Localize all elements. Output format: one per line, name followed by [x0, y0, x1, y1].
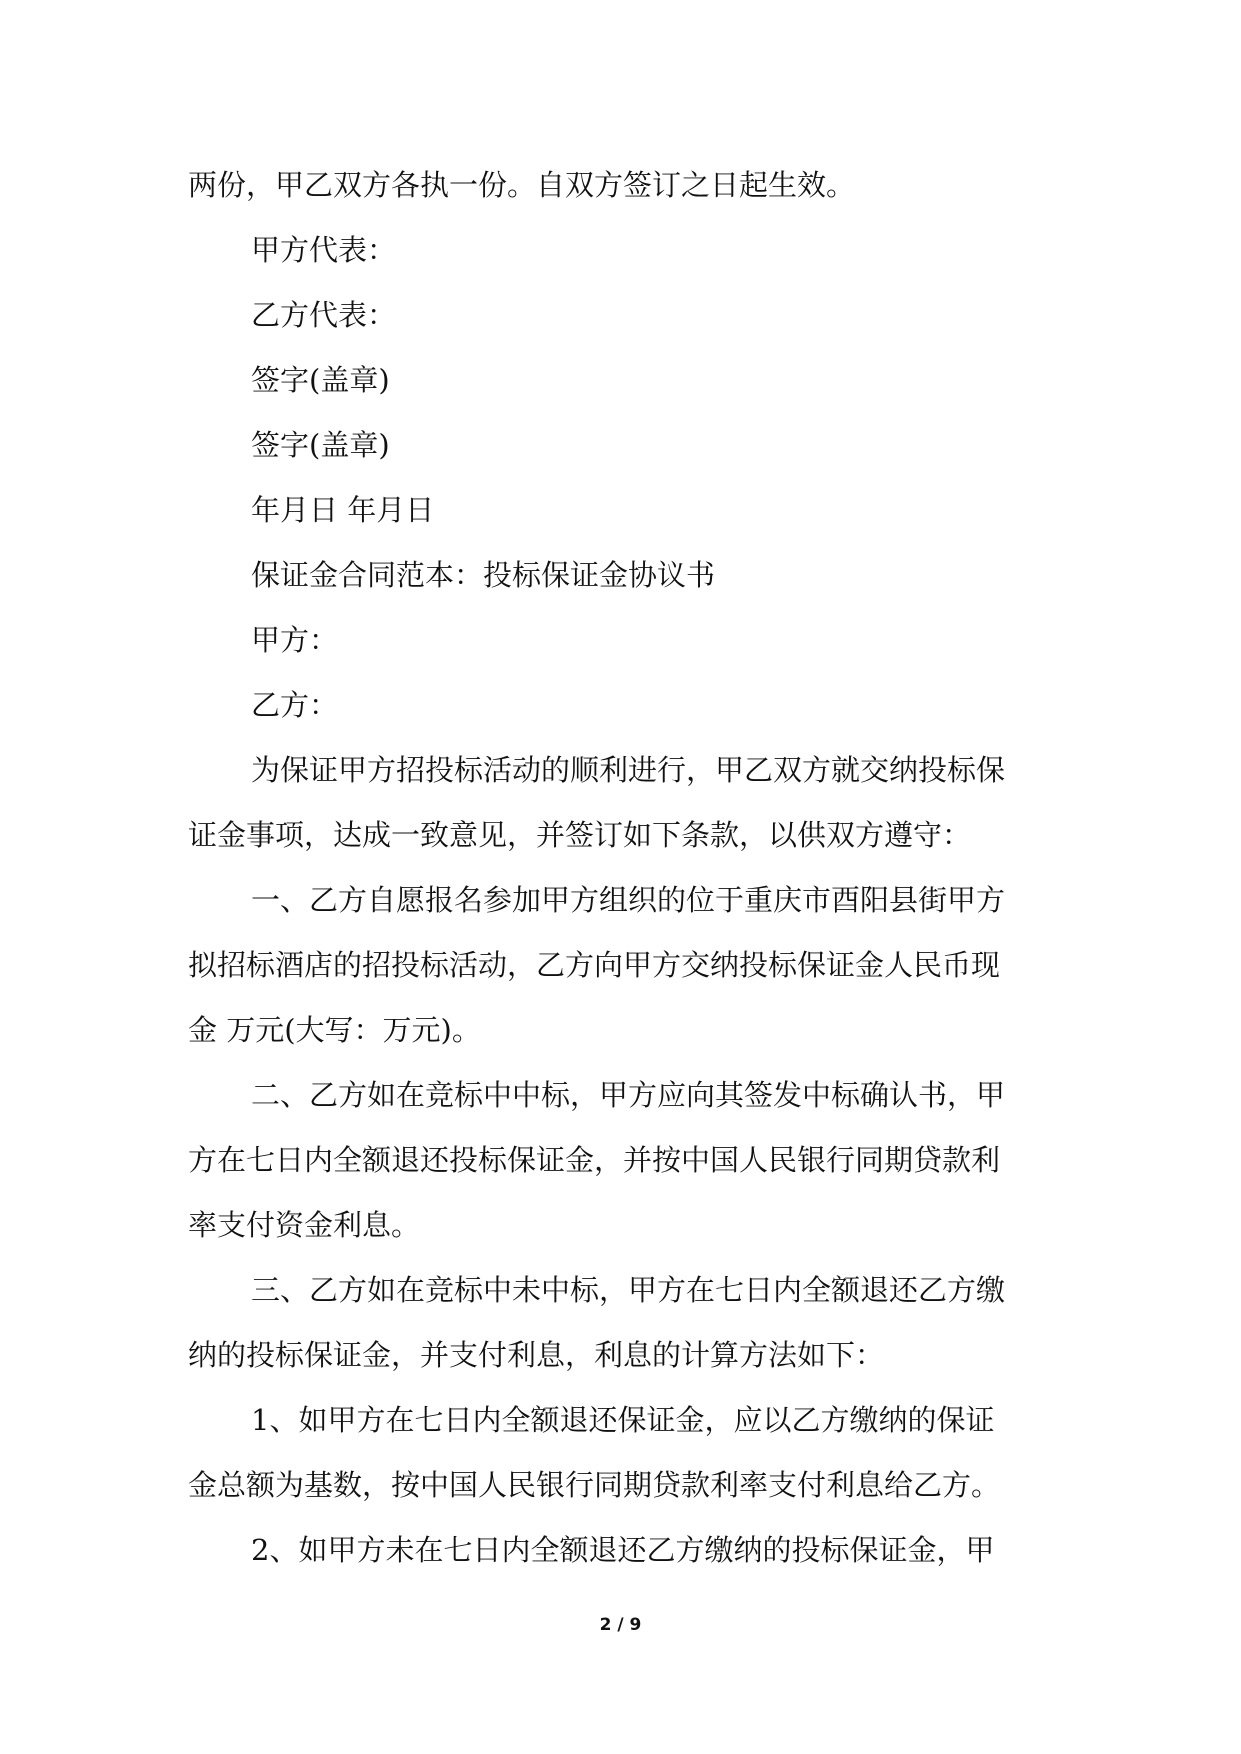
text-line: 1、如甲方在七日内全额退还保证金，应以乙方缴纳的保证	[251, 1403, 995, 1437]
text-line: 金 万元(大写：万元)。	[188, 1013, 481, 1047]
text-line: 率支付资金利息。	[188, 1208, 421, 1242]
text-line: 二、乙方如在竞标中中标，甲方应向其签发中标确认书，甲	[251, 1078, 1006, 1112]
text-line: 年月日 年月日	[251, 493, 435, 527]
text-line: 拟招标酒店的招投标活动，乙方向甲方交纳投标保证金人民币现	[188, 948, 1001, 982]
text-line: 签字(盖章)	[251, 428, 390, 462]
text-line: 一、乙方自愿报名参加甲方组织的位于重庆市酉阳县街甲方	[251, 883, 1006, 917]
text-line: 2、如甲方未在七日内全额退还乙方缴纳的投标保证金，甲	[251, 1533, 995, 1567]
text-line: 三、乙方如在竞标中未中标，甲方在七日内全额退还乙方缴	[251, 1273, 1006, 1307]
text-line: 签字(盖章)	[251, 363, 390, 397]
text-line: 甲方代表：	[251, 233, 397, 267]
page-number: 2 / 9	[599, 1615, 642, 1635]
text-line: 金总额为基数，按中国人民银行同期贷款利率支付利息给乙方。	[188, 1468, 1001, 1502]
text-line: 方在七日内全额退还投标保证金，并按中国人民银行同期贷款利	[188, 1143, 1001, 1177]
text-line: 甲方：	[251, 623, 339, 657]
text-line: 两份，甲乙双方各执一份。自双方签订之日起生效。	[188, 168, 856, 202]
document-body	[188, 153, 1063, 1583]
text-line: 乙方：	[251, 688, 339, 722]
text-line: 乙方代表：	[251, 298, 397, 332]
text-line: 证金事项，达成一致意见，并签订如下条款，以供双方遵守：	[188, 818, 972, 852]
text-line: 纳的投标保证金，并支付利息，利息的计算方法如下：	[188, 1338, 885, 1372]
text-line: 保证金合同范本：投标保证金协议书	[251, 558, 716, 592]
text-line: 为保证甲方招投标活动的顺利进行，甲乙双方就交纳投标保	[251, 753, 1006, 787]
